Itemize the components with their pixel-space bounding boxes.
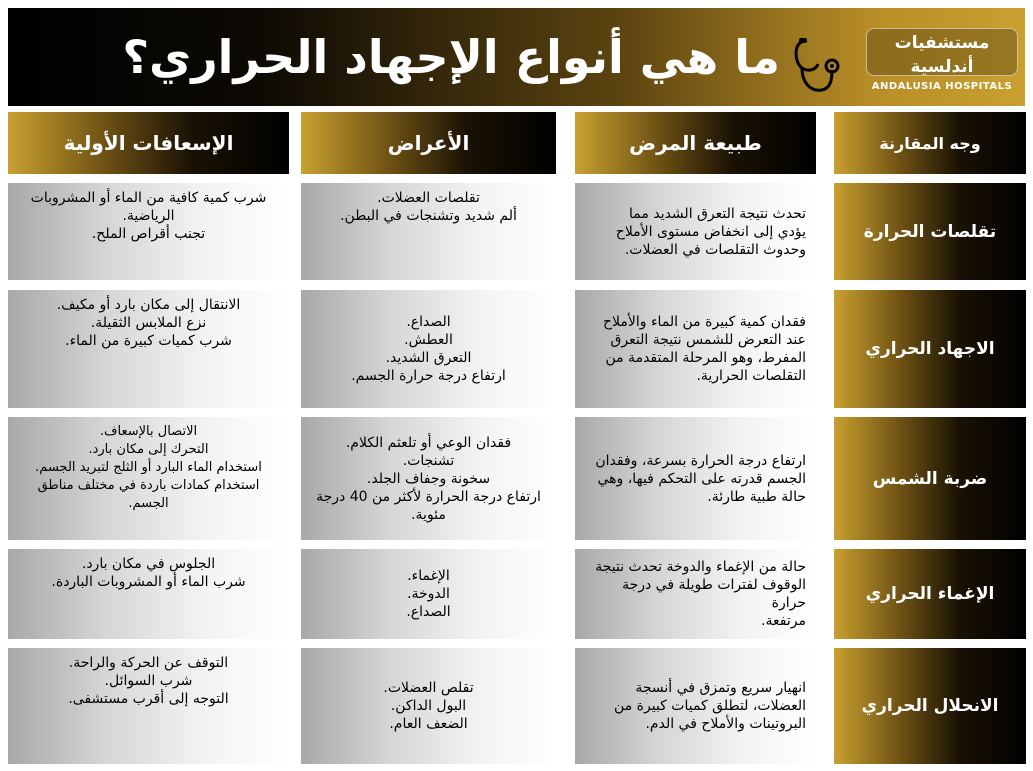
logo-english-text: ANDALUSIA HOSPITALS — [871, 81, 1013, 92]
first-aid-cell: الاتصال بالإسعاف. التحرك إلى مكان بارد. استخدام الماء البارد أو الثلج لتبريد الجسم. استخدام كمادات باردة في مختلف مناطق الجسم. — [8, 417, 289, 540]
hospital-logo — [866, 28, 1018, 92]
nature-cell: حالة من الإغماء والدوخة تحدث نتيجة الوقوف لفترات طويلة في درجة حرارة مرتفعة. — [575, 549, 816, 639]
page-title: ما هي أنواع الإجهاد الحراري؟ — [122, 30, 780, 84]
header-nature — [575, 112, 816, 174]
symptoms-cell: فقدان الوعي أو تلعثم الكلام. تشنجات. سخونة وجفاف الجلد. ارتفاع درجة الحرارة لأكثر من 40 درجة مئوية. — [301, 417, 556, 540]
nature-cell: ارتفاع درجة الحرارة بسرعة، وفقدان الجسم قدرته على التحكم فيها، وهي حالة طبية طارئة. — [575, 417, 816, 540]
symptoms-cell: الإغماء. الدوخة. الصداع. — [301, 549, 556, 639]
row-label: تقلصات الحرارة — [834, 183, 1026, 280]
header-first-aid — [8, 112, 289, 174]
header-symptoms — [301, 112, 556, 174]
first-aid-cell: شرب كمية كافية من الماء أو المشروبات الرياضية. تجنب أقراص الملح. — [8, 183, 289, 280]
header-symptoms-label: الأعراض — [387, 131, 470, 155]
symptoms-cell: تقلصات العضلات. ألم شديد وتشنجات في البطن. — [301, 183, 556, 280]
header-comparison-label: وجه المقارنة — [879, 133, 981, 153]
logo-arabic-text: مستشفيات أندلسية — [894, 33, 990, 77]
row-label: الاجهاد الحراري — [834, 290, 1026, 408]
header-comparison — [834, 112, 1026, 174]
first-aid-cell: الانتقال إلى مكان بارد أو مكيف. نزع الملابس الثقيلة. شرب كميات كبيرة من الماء. — [8, 290, 289, 408]
stethoscope-icon — [788, 34, 846, 98]
first-aid-cell: الجلوس في مكان بارد. شرب الماء أو المشروبات الباردة. — [8, 549, 289, 639]
row-label: الإغماء الحراري — [834, 549, 1026, 639]
header-nature-label: طبيعة المرض — [629, 131, 762, 155]
symptoms-cell: الصداع. العطش. التعرق الشديد. ارتفاع درجة حرارة الجسم. — [301, 290, 556, 408]
first-aid-cell: التوقف عن الحركة والراحة. شرب السوائل. التوجه إلى أقرب مستشفى. — [8, 648, 289, 764]
nature-cell: تحدث نتيجة التعرق الشديد مما يؤدي إلى انخفاض مستوى الأملاح وحدوث التقلصات في العضلات. — [575, 183, 816, 280]
symptoms-cell: تقلص العضلات. البول الداكن. الضعف العام. — [301, 648, 556, 764]
nature-cell: فقدان كمية كبيرة من الماء والأملاح عند التعرض للشمس نتيجة التعرق المفرط، وهو المرحلة المتقدمة من التقلصات الحرارية. — [575, 290, 816, 408]
row-label: الانحلال الحراري — [834, 648, 1026, 764]
nature-cell: انهيار سريع وتمزق في أنسجة العضلات، لتطلق كميات كبيرة من البروتينات والأملاح في الدم. — [575, 648, 816, 764]
header-first-aid-label: الإسعافات الأولية — [63, 131, 234, 155]
row-label: ضربة الشمس — [834, 417, 1026, 540]
